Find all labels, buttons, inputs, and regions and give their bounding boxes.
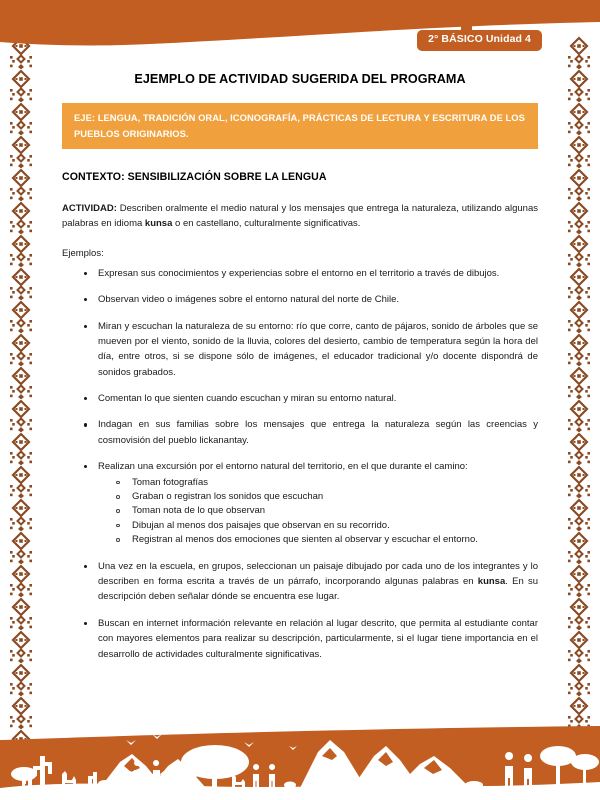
examples-list bbox=[62, 266, 538, 662]
unit-badge: 2° BÁSICO Unidad 4 bbox=[417, 30, 542, 51]
actividad-label: ACTIVIDAD: bbox=[62, 203, 117, 215]
list-item: Comentan lo que sienten cuando escuchan y miran su entorno natural. bbox=[62, 391, 538, 406]
sub-list-item: Graban o registran los sonidos que escuchan bbox=[98, 490, 538, 504]
eje-banner: EJE: LENGUA, TRADICIÓN ORAL, ICONOGRAFÍA, PRÁCTICAS DE LECTURA Y ESCRITURA DE LOS PUEBLOS ORIGINARIOS. bbox=[62, 103, 538, 149]
sub-list-item: Registran al menos dos emociones que sienten al observar y escuchar el entorno. bbox=[98, 533, 538, 547]
left-ornamental-border bbox=[6, 36, 36, 762]
list-item: Buscan en internet información relevante en relación al lugar descrito, que permita al estudiante contar con mayores elementos para realizar su descripción, particularmente, si el lugar tiene importancia en el desarrollo de actividades culturalmente significativas. bbox=[62, 616, 538, 662]
list-item-text-1: Una vez en la escuela, en grupos, seleccionan un paisaje dibujado por cada uno de los integrantes y lo describen en forma escrita a través de un párrafo, incorporando algunas palabras en bbox=[98, 560, 538, 588]
list-item: Observan video o imágenes sobre el entorno natural del norte de Chile. bbox=[62, 292, 538, 307]
list-item: Expresan sus conocimientos y experiencias sobre el entorno en el territorio a través de dibujos. bbox=[62, 266, 538, 281]
list-item bbox=[62, 559, 538, 605]
ejemplos-label: Ejemplos: bbox=[62, 247, 104, 259]
list-item bbox=[62, 459, 538, 548]
sub-list-item: Dibujan al menos dos paisajes que observan en su recorrido. bbox=[98, 519, 538, 533]
kunsa-term-1: kunsa bbox=[144, 218, 173, 230]
right-ornamental-border bbox=[564, 36, 594, 762]
kunsa-term-2: kunsa bbox=[477, 576, 506, 588]
sub-list-item: Toman fotografías bbox=[98, 476, 538, 490]
actividad-text-2: o en castellano, culturalmente significativas. bbox=[172, 218, 361, 230]
document-content bbox=[62, 56, 538, 673]
actividad-paragraph bbox=[62, 201, 538, 232]
contexto-heading: CONTEXTO: SENSIBILIZACIÓN SOBRE LA LENGUA bbox=[62, 171, 327, 184]
page-title: EJEMPLO DE ACTIVIDAD SUGERIDA DEL PROGRAMA bbox=[134, 72, 466, 86]
actividad-text-1: Describen oralmente el medio natural y los mensajes que entrega la naturaleza, utilizando algunas palabras en idioma bbox=[62, 203, 538, 230]
sub-list-item: Toman nota de lo que observan bbox=[98, 504, 538, 518]
footer-illustration bbox=[0, 726, 600, 800]
list-item: Miran y escuchan la naturaleza de su entorno: río que corre, canto de pájaros, sonido de árboles que se mueven por el viento, sonido de la lluvia, colores del desierto, cambio de temperatura según la hora del día, entre otros, si se dispone sólo de imágenes, el educador tradicional y/o docente dispondrá de sonidos grabados. bbox=[62, 319, 538, 381]
excursion-sublist bbox=[98, 476, 538, 548]
list-item-text: Realizan una excursión por el entorno natural del territorio, en el que durante el camino: bbox=[98, 461, 468, 473]
list-item-text-2: . En su descripción deben señalar dónde se encuentra ese lugar. bbox=[98, 576, 539, 603]
list-item: Indagan en sus familias sobre los mensajes que entrega la naturaleza según las creencias y cosmovisión del pueblo lickanantay. bbox=[62, 417, 538, 448]
